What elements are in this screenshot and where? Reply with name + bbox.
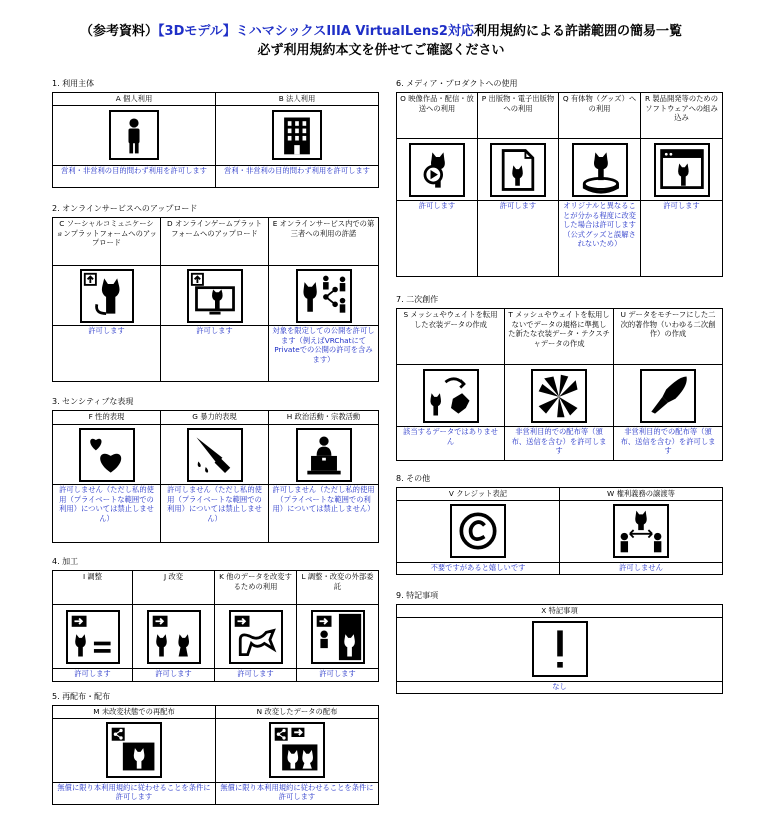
hearts-icon — [79, 428, 135, 482]
item-result-b: 営利・非営利の目的問わず利用を許可します — [216, 165, 379, 187]
item-label-o: O 映像作品・配信・放送への利用 — [397, 93, 478, 139]
item-label-q: Q 有体物（グッズ）への利用 — [559, 93, 641, 139]
item-result-a: 営利・非営利の目的問わず利用を許可します — [53, 165, 216, 187]
video-icon — [409, 143, 465, 197]
item-result-h: 許可しません（ただし私的使用（プライベートな範囲での利用）については禁止しません） — [269, 485, 379, 543]
item-result-f: 許可しません（ただし私的使用（プライベートな範囲での利用）については禁止しません） — [53, 485, 161, 543]
copyright-icon — [450, 504, 506, 558]
section-title: 2. オンラインサービスへのアップロード — [52, 204, 198, 213]
podium-icon — [296, 428, 352, 482]
item-result-v: 不要ですがあると嬉しいです — [397, 562, 560, 574]
distribute-modified-icon — [269, 722, 325, 778]
section-title: 7. 二次創作 — [396, 295, 439, 304]
section-title: 8. その他 — [396, 474, 431, 483]
page-title — [0, 20, 762, 39]
morph-icon — [229, 610, 283, 664]
section-online-upload — [52, 203, 379, 382]
upload-monitor-icon — [187, 269, 243, 323]
item-result-t: 非営利目的での配布等（頒布、送信を含む）を許可します — [505, 427, 614, 461]
item-result-q: オリジナルと異なることが分かる程度に改変した場合は許可します（公式グッズと誤解されないため） — [559, 201, 641, 277]
item-label-v: V クレジット表記 — [397, 488, 560, 501]
section-redistribution — [52, 691, 379, 805]
transfer-rights-icon — [613, 504, 669, 558]
item-label-l: L 調整・改変の外部委託 — [297, 571, 379, 605]
outsource-icon — [311, 610, 365, 664]
item-result-r: 許可します — [641, 201, 723, 277]
item-result-d: 許可します — [161, 326, 269, 382]
modify-icon — [147, 610, 201, 664]
software-window-icon — [654, 143, 710, 197]
item-result-j: 許可します — [133, 669, 215, 682]
item-label-b: B 法人利用 — [216, 93, 379, 106]
item-result-n: 無償に限り本利用規約に従わせることを条件に許可します — [216, 782, 379, 804]
item-result-c: 許可します — [53, 326, 161, 382]
section-title: 4. 加工 — [52, 557, 79, 566]
title-prefix: （参考資料） — [80, 24, 159, 39]
adjust-icon — [66, 610, 120, 664]
upload-cat-icon — [80, 269, 134, 323]
document-icon — [490, 143, 546, 197]
item-result-m: 無償に限り本利用規約に従わせることを条件に許可します — [53, 782, 216, 804]
section-title: 6. メディア・プロダクトへの使用 — [396, 79, 518, 88]
item-label-r: R 製品開発等のためのソフトウェアへの組み込み — [641, 93, 723, 139]
item-label-c: C ソーシャルコミュニケーションプラットフォームへのアップロード — [53, 218, 161, 266]
section-special-notes — [396, 590, 723, 694]
title-rest: 利用規約による許諾範囲の簡易一覧 — [473, 24, 682, 39]
figure-icon — [572, 143, 628, 197]
share-network-icon — [296, 269, 352, 323]
item-label-k: K 他のデータを改変するための利用 — [215, 571, 297, 605]
knife-icon — [187, 428, 243, 482]
pen-nib-icon — [640, 369, 696, 423]
item-result-l: 許可します — [297, 669, 379, 682]
item-result-w: 許可しません — [560, 562, 723, 574]
item-result-s: 該当するデータではありません — [397, 427, 505, 461]
item-result-o: 許可します — [397, 201, 478, 277]
person-icon — [109, 110, 159, 160]
section-usage-subject — [52, 78, 379, 188]
fabric-icon — [531, 369, 587, 423]
item-label-w: W 権利義務の譲渡等 — [560, 488, 723, 501]
item-label-e: E オンラインサービス内での第三者への利用の許諾 — [269, 218, 379, 266]
item-label-n: N 改変したデータの配布 — [216, 706, 379, 719]
item-label-x: X 特記事項 — [397, 605, 723, 618]
item-result-g: 許可しません（ただし私的使用（プライベートな範囲での利用）については禁止しません） — [161, 485, 269, 543]
section-media-products — [396, 78, 723, 277]
redistribute-icon — [106, 722, 162, 778]
item-label-m: M 未改変状態での再配布 — [53, 706, 216, 719]
section-title: 9. 特記事項 — [396, 591, 439, 600]
item-result-p: 許可します — [478, 201, 559, 277]
title-model: 【3Dモデル】ミハマシックスIIIA VirtualLens2対応 — [158, 24, 474, 39]
section-title: 5. 再配布・配布 — [52, 692, 111, 701]
page-subtitle: 必ず利用規約本文を併せてご確認ください — [257, 43, 505, 58]
section-other — [396, 473, 723, 575]
item-label-h: H 政治活動・宗教活動 — [269, 411, 379, 425]
item-label-j: J 改変 — [133, 571, 215, 605]
item-label-g: G 暴力的表現 — [161, 411, 269, 425]
item-label-t: T メッシュやウェイトを転用しないでデータの規格に準拠した新たな衣装データ・テクスチャデータの作成 — [505, 309, 614, 365]
item-label-f: F 性的表現 — [53, 411, 161, 425]
item-label-p: P 出版物・電子出版物への利用 — [478, 93, 559, 139]
item-label-i: I 調整 — [53, 571, 133, 605]
section-derivative-works — [396, 294, 723, 461]
item-result-e: 対象を限定しての公開を許可します（例えばVRChatにてPrivateでの公開の許可を含みます） — [269, 326, 379, 382]
item-label-a: A 個人利用 — [53, 93, 216, 106]
item-result-k: 許可します — [215, 669, 297, 682]
section-sensitive-expression — [52, 396, 379, 543]
item-result-u: 非営利目的での配布等（頒布、送信を含む）を許可します — [614, 427, 723, 461]
item-label-s: S メッシュやウェイトを転用した衣装データの作成 — [397, 309, 505, 365]
item-label-u: U データをモチーフにした二次的著作物（いわゆる二次創作）の作成 — [614, 309, 723, 365]
section-title: 3. センシティブな表現 — [52, 397, 134, 406]
section-title: 1. 利用主体 — [52, 79, 95, 88]
item-result-i: 許可します — [53, 669, 133, 682]
item-result-x: なし — [397, 681, 723, 693]
exclamation-icon — [532, 621, 588, 677]
item-label-d: D オンラインゲームプラットフォームへのアップロード — [161, 218, 269, 266]
building-icon — [272, 110, 322, 160]
section-processing — [52, 556, 379, 682]
clothing-transfer-icon — [423, 369, 479, 423]
